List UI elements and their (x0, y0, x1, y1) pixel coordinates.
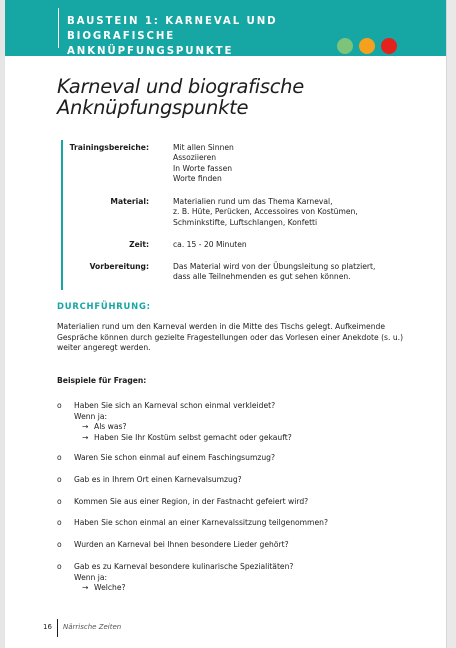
material-values (173, 197, 413, 228)
preparation-label: Vorbereitung: (89, 262, 149, 271)
green-dot-icon (337, 38, 353, 54)
procedure-intro (57, 322, 412, 354)
page-title-line-2: Anknüpfungspunkte (57, 96, 249, 119)
page-title (57, 76, 417, 118)
question-text: Waren Sie schon einmal auf einem Faschingsumzug? (74, 453, 275, 462)
question-text: Wurden an Karneval bei Ihnen besondere Lieder gehört? (74, 540, 289, 549)
training-values (173, 143, 413, 184)
sub-question-text: Welche? (94, 583, 126, 592)
question-text: Haben Sie sich an Karneval schon einmal verkleidet? (74, 401, 276, 410)
time-label: Zeit: (129, 240, 149, 249)
preparation-value: dass alle Teilnehmenden es gut sehen können. (173, 272, 351, 282)
bullet-icon: o (57, 453, 62, 462)
red-dot-icon (381, 38, 397, 54)
preparation-values (173, 262, 413, 283)
material-value: Schminkstifte, Luftschlangen, Konfetti (173, 217, 318, 227)
sub-question-text: Als was? (94, 422, 127, 431)
intro-line: Gespräche können durch gezielte Fragestellungen oder das Vorlesen einer Anekdote (s. u.) (57, 332, 404, 342)
bullet-icon: o (57, 540, 62, 549)
question-text: Kommen Sie aus einer Region, in der Fastnacht gefeiert wird? (74, 497, 309, 506)
module-title-line-2: BIOGRAFISCHE ANKNÜPFUNGSPUNKTE (67, 31, 234, 57)
book-title: Närrische Zeiten (63, 623, 122, 631)
sub-question-text: Haben Sie Ihr Kostüm selbst gemacht oder gekauft? (94, 432, 292, 442)
question-text: Gab es in Ihrem Ort einen Karnevalsumzug? (74, 475, 242, 484)
sub-question (74, 422, 404, 433)
document-page (5, 0, 446, 648)
examples-heading: Beispiele für Fragen: (57, 376, 147, 385)
material-value: Materialien rund um das Thema Karneval, (173, 197, 333, 206)
module-title-line-1: BAUSTEIN 1: KARNEVAL UND (67, 16, 278, 27)
footer-divider (57, 619, 58, 637)
question-text: Gab es zu Karneval besondere kulinarische Spezialitäten? (74, 562, 294, 571)
page-number: 16 (43, 623, 52, 631)
intro-line: Materialien rund um den Karneval werden in die Mitte des Tischs gelegt. Aufkeimende (57, 322, 386, 331)
bullet-icon: o (57, 518, 62, 527)
arrow-right-icon: → (82, 422, 89, 431)
arrow-right-icon: → (82, 432, 89, 442)
procedure-heading: DURCHFÜHRUNG: (57, 301, 151, 311)
bullet-icon: o (57, 497, 62, 506)
sub-question (74, 433, 404, 444)
preparation-value: Das Material wird von der Übungsleitung so platziert, (173, 262, 376, 271)
material-value: z. B. Hüte, Perücken, Accessoires von Kostümen, (173, 207, 358, 217)
question-followup: Wenn ja: (74, 572, 108, 582)
question-followup: Wenn ja: (74, 411, 108, 421)
material-label: Material: (110, 197, 149, 206)
training-value: Worte finden (173, 173, 222, 183)
bullet-icon: o (57, 562, 62, 571)
sub-question (74, 583, 404, 594)
info-accent-bar (61, 140, 63, 290)
time-values (173, 240, 413, 250)
module-title (67, 14, 327, 59)
question-text: Haben Sie schon einmal an einer Karnevalssitzung teilgenommen? (74, 518, 328, 527)
bullet-icon: o (57, 475, 62, 484)
training-label: Trainingsbereiche: (69, 143, 149, 152)
page-edge (446, 0, 456, 648)
orange-dot-icon (359, 38, 375, 54)
training-value: In Worte fassen (173, 163, 233, 173)
arrow-right-icon: → (82, 583, 89, 592)
time-value: ca. 15 - 20 Minuten (173, 240, 247, 249)
training-value: Assoziieren (173, 153, 217, 163)
page-title-line-1: Karneval und biografische (57, 75, 304, 98)
header-rule (58, 8, 59, 48)
bullet-icon: o (57, 401, 62, 410)
intro-line: weiter angeregt werden. (57, 343, 151, 353)
training-value: Mit allen Sinnen (173, 143, 234, 152)
